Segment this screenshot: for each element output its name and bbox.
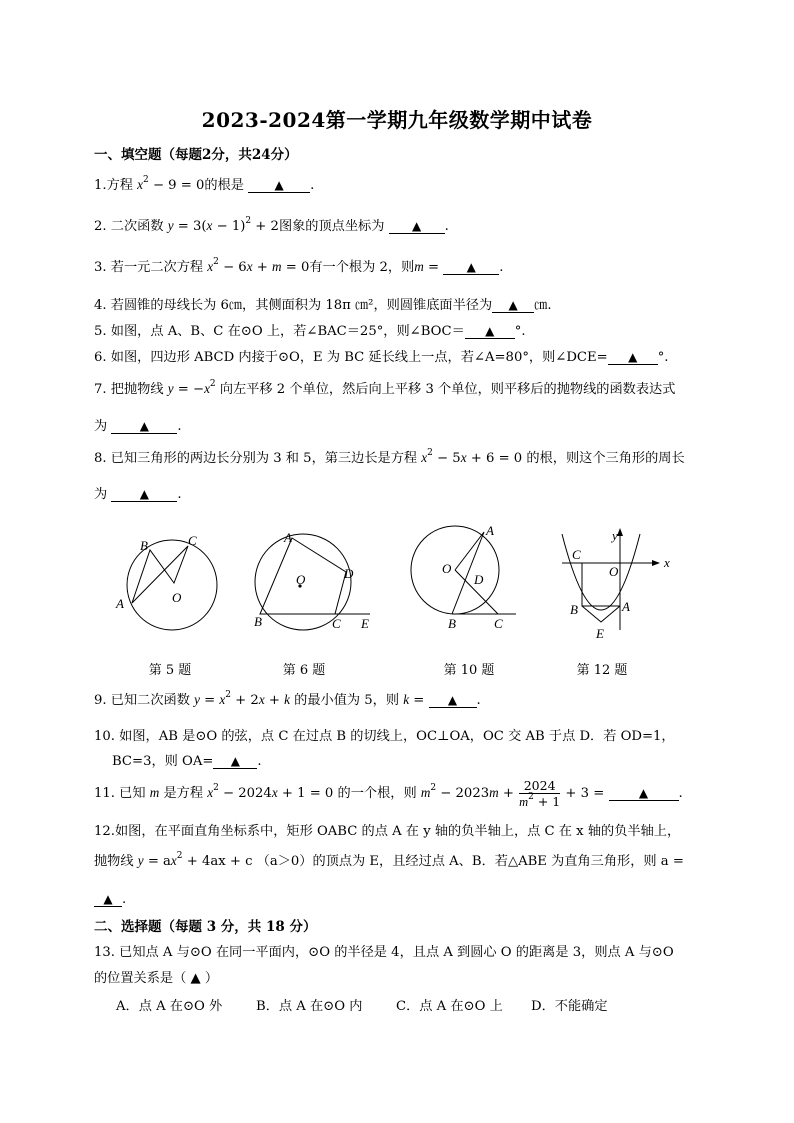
question-8: 8. 已知三角形的两边长分别为 3 和 5，第三边长是方程 $x^2 - 5x + 6 = 0$ 的根，则这个三角形的周长 [94,448,685,466]
fig10-label-o: O [442,561,452,576]
fraction: $\frac{2024}{m^2 + 1}$ [519,777,561,809]
fig10-label-d: D [474,572,484,587]
answer-mark-13[interactable]: ▲ [190,971,201,986]
question-10: 10. 如图，AB 是⊙O 的弦，点 C 在过点 B 的切线上，OC⊥OA，OC 交 AB 于点 D．若 OD=1， [94,729,675,744]
answer-blank-5[interactable]: ▲ [465,324,515,339]
fig12-triangle [582,606,620,622]
fig5-label-c: C [188,533,197,548]
question-13: 13. 已知点 A 与⊙O 在同一平面内，⊙O 的半径是 4，且点 A 到圆心 O 的距离是 3，则点 A 与⊙O [94,945,674,960]
answer-blank-10[interactable]: ▲ [213,754,257,769]
fig6-label-b: B [254,614,262,629]
question-4: 4. 若圆锥的母线长为 6㎝，其侧面积为 18π ㎝²，则圆锥底面半径为 ▲ ㎝. [94,298,552,313]
fig12-x-arrow [652,560,660,566]
question-10-line-2: BC=3，则 OA= ▲ . [112,754,262,769]
fig6-label-a: A [284,530,292,545]
answer-blank-12[interactable]: ▲ [94,892,122,907]
fig12-label-y: y [612,528,618,543]
fig12-label-e: E [596,626,604,641]
figure-5-caption: 第 5 题 [148,663,192,678]
fig6-label-d: D [344,566,354,581]
answer-blank-6[interactable]: ▲ [608,350,658,365]
fig5-label-o: O [172,590,182,605]
question-12-line-2: 抛物线 $y = ax^2 + 4ax + c$ （a＞0）的顶点为 E，且经过点 A、B．若△ABE 为直角三角形，则 a = [94,851,684,869]
question-6: 6. 如图，四边形 ABCD 内接于⊙O，E 为 BC 延长线上一点，若∠A=80°，则∠DCE= ▲ °. [94,350,669,365]
figure-12-caption: 第 12 题 [576,663,628,678]
question-7: 7. 把抛物线 $y = -x^2$ 向左平移 2 个单位，然后向上平移 3 个单位，则平移后的抛物线的函数表达式 [94,379,676,397]
fig12-label-a: A [622,599,630,614]
answer-blank-9[interactable]: ▲ [429,693,477,708]
fig5-label-b: B [140,538,148,553]
option-d[interactable]: D．不能确定 [531,999,608,1014]
fig12-label-x: x [664,555,670,570]
answer-blank-2[interactable]: ▲ [389,219,445,234]
question-8-line-2: 为 ▲ . [94,487,182,502]
question-3: 3. 若一元二次方程 $x^2 - 6x + m = 0$有一个根为 2，则m = ▲ . [94,257,504,275]
fig10-label-b: B [448,616,456,631]
question-9: 9. 已知二次函数 $y = x^2 + 2x + k$ 的最小值为 5，则 k = ▲ . [94,690,481,708]
figure-6-caption: 第 6 题 [282,663,326,678]
answer-blank-11[interactable]: ▲ [609,786,679,801]
figure-6 [248,528,378,636]
fig12-label-c: C [572,547,581,562]
answer-blank-1[interactable]: ▲ [248,178,310,193]
answer-blank-7[interactable]: ▲ [111,419,177,434]
page-title: 2023-2024第一学期九年级数学期中试卷 [201,108,593,132]
figure-12 [552,526,682,644]
fig12-y-arrow [617,528,623,536]
fig6-label-c: C [332,616,341,631]
option-c[interactable]: C．点 A 在⊙O 上 [396,999,503,1014]
fig12-label-b: B [570,602,578,617]
fig6-label-e: E [361,616,369,631]
figure-5 [110,530,220,640]
section-1-heading: 一、填空题（每题2分，共24分） [94,147,298,163]
fig6-label-o: O [296,572,306,587]
fig10-label-a: A [486,523,494,538]
answer-blank-8[interactable]: ▲ [111,487,177,502]
question-5: 5. 如图，点 A、B、C 在⊙O 上，若∠BAC＝25°，则∠BOC＝ ▲ °. [94,324,526,339]
option-a[interactable]: A．点 A 在⊙O 外 [116,999,223,1014]
fig5-circle [127,540,217,630]
option-b[interactable]: B．点 A 在⊙O 内 [256,999,363,1014]
question-13-line-2: 的位置关系是（ ▲ ） [94,971,219,986]
question-12-line-3: ▲ . [94,891,126,909]
question-1: 1.方程 $x^2 - 9 = 0$的根是 ▲ . [94,175,315,193]
figure-10 [408,520,523,632]
question-12: 12.如图，在平面直角坐标系中，矩形 OABC 的点 A 在 y 轴的负半轴上，点 C 在 x 轴的负半轴上， [94,824,681,839]
fig10-oa [455,532,484,570]
fig10-label-c: C [494,616,503,631]
question-13-options [116,998,631,1016]
fig5-label-a: A [116,596,124,611]
question-7-line-2: 为 ▲ . [94,419,182,434]
answer-blank-4[interactable]: ▲ [492,298,534,313]
figure-10-caption: 第 10 题 [443,663,495,678]
fig12-label-o: O [609,564,619,579]
question-2: 2. 二次函数 $y = 3(x - 1)^2 + 2$图象的顶点坐标为 ▲ . [94,216,449,234]
question-11: 11. 已知 m 是方程 $x^2 - 2024x + 1 = 0$ 的一个根，则 $m^2 - 2023m$ + $\frac{2024}{m^2 + 1}$ + 3 = ▲ . [94,777,683,809]
section-2-heading: 二、选择题（每题 3 分，共 18 分） [94,919,317,935]
answer-blank-3[interactable]: ▲ [443,260,499,275]
